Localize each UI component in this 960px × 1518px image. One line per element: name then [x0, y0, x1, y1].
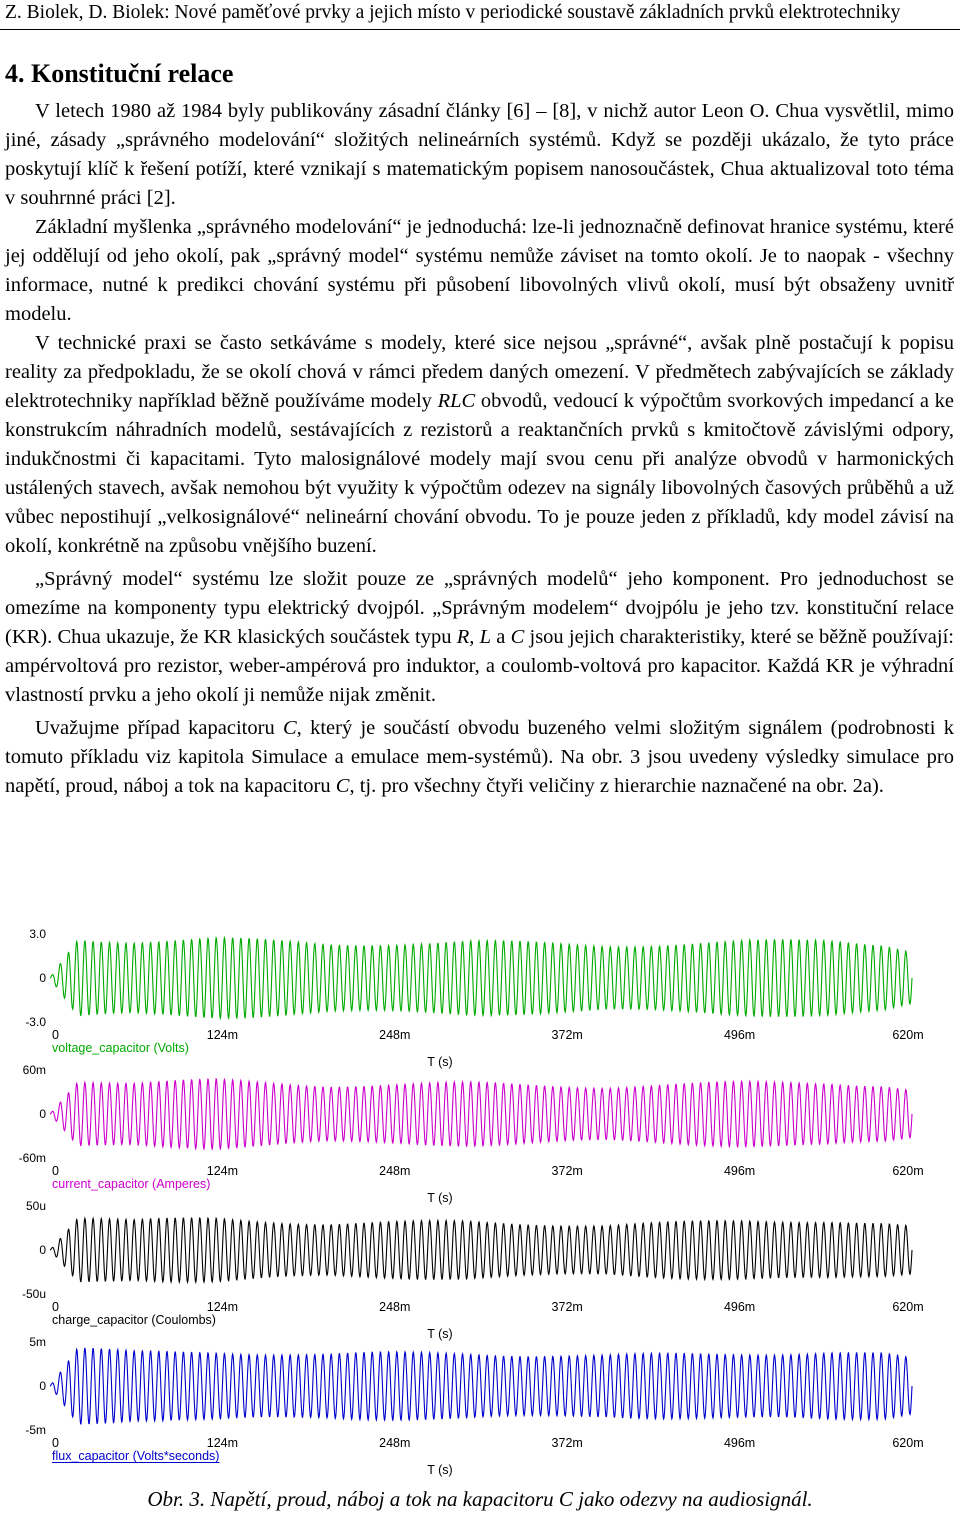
y-tick-label: 0	[39, 1379, 46, 1393]
x-tick-label: 248m	[379, 1164, 411, 1178]
x-tick-label: 0	[52, 1028, 59, 1042]
x-axis-label: T (s)	[427, 1327, 453, 1341]
series-line	[50, 938, 912, 1019]
text-run: „Správný model“ systému lze složit pouze ze „správných modelů“ jeho komponent. Pro jednoduchost se omezíme na komponenty typu elektrický dvojpól. „Správným modelem“ dvojpólu je jeho tzv. konstituční relace (KR). Chua ukazuje, že KR klasických součástek typu	[5, 568, 954, 648]
italic-symbol: C	[335, 775, 350, 797]
y-tick-label: 60m	[22, 1063, 46, 1077]
x-tick-label: 0	[52, 1436, 59, 1450]
header-rule	[0, 29, 960, 30]
x-tick-label: 620m	[892, 1028, 924, 1042]
section-title: 4. Konstituční relace	[5, 59, 234, 88]
x-tick-label: 496m	[723, 1164, 756, 1178]
x-tick-label: 620m	[892, 1164, 924, 1178]
x-axis-label: T (s)	[427, 1463, 453, 1477]
text-run: Uvažujme případ kapacitoru	[35, 717, 283, 739]
x-tick-label: 620m	[892, 1300, 924, 1314]
italic-symbol: RLC	[437, 390, 476, 412]
x-tick-label: 372m	[551, 1164, 583, 1178]
text-run: a	[491, 626, 511, 648]
italic-symbol: R	[456, 626, 470, 648]
italic-symbol: C	[282, 717, 297, 739]
x-tick-label: 0	[52, 1300, 59, 1314]
series-line	[50, 1079, 912, 1149]
x-tick-label: 496m	[723, 1300, 756, 1314]
y-tick-label: -50u	[21, 1287, 46, 1301]
legend-label: voltage_capacitor (Volts)	[52, 1041, 189, 1055]
y-tick-label: 0	[39, 1243, 46, 1257]
x-tick-label: 620m	[892, 1436, 924, 1450]
paragraph-5	[5, 714, 954, 801]
y-tick-label: -3.0	[25, 1015, 46, 1029]
y-tick-label: 50u	[25, 1199, 46, 1213]
x-tick-label: 124m	[206, 1300, 239, 1314]
paragraph-1	[5, 97, 954, 213]
y-tick-label: 0	[39, 971, 46, 985]
text-run: jsou jejich charakteristiky, které se běžně používají: ampérvoltová pro rezistor, weber-ampérová pro induktor, a coulomb-voltová pro kapacitor. Každá KR je výhradní vlastností prvku a jeho okolí ji nemůže nijak změnit.	[5, 626, 954, 706]
text-run: , který je součástí obvodu buzeného velmi složitým signálem (podrobnosti k tomuto příkladu viz kapitola Simulace a emulace mem-systémů). Na obr. 3 jsou uvedeny výsledky simulace pro napětí, proud, náboj a tok na kapacitoru	[5, 717, 954, 797]
figure-chart	[0, 920, 960, 1480]
text-run: , tj. pro všechny čtyři veličiny z hierarchie naznačené na obr. 2a).	[349, 775, 884, 797]
x-tick-label: 496m	[723, 1028, 756, 1042]
paragraph-2	[5, 213, 954, 329]
body-text	[5, 97, 954, 801]
paragraph-4	[5, 565, 954, 710]
series-line	[50, 1348, 912, 1424]
figure-caption: Obr. 3. Napětí, proud, náboj a tok na kapacitoru C jako odezvy na audiosignál.	[147, 1487, 813, 1511]
x-tick-label: 248m	[379, 1436, 411, 1450]
running-header: Z. Biolek, D. Biolek: Nové paměťové prvky a jejich místo v periodické soustavě základních prvků elektrotechniky	[5, 2, 901, 23]
x-axis-label: T (s)	[427, 1055, 453, 1069]
y-tick-label: 3.0	[29, 927, 46, 941]
legend-label: current_capacitor (Amperes)	[52, 1177, 211, 1191]
italic-symbol: C	[510, 626, 525, 648]
x-tick-label: 124m	[206, 1164, 239, 1178]
y-tick-label: 0	[39, 1107, 46, 1121]
legend-label: flux_capacitor (Volts*seconds)	[52, 1449, 220, 1463]
x-axis-label: T (s)	[427, 1191, 453, 1205]
y-tick-label: -60m	[18, 1151, 46, 1165]
paragraph-3	[5, 329, 954, 561]
x-tick-label: 372m	[551, 1300, 583, 1314]
x-tick-label: 372m	[551, 1436, 583, 1450]
text-run: obvodů, vedoucí k výpočtům svorkových impedancí a ke konstrukcím náhradních modelů, sestávajících z rezistorů a reaktančních prvků s kmitočtově závislými odpory, indukčnostmi či kapacitami. Tyto malosignálové modely mají svou cenu při analýze obvodů v harmonických ustálených stavech, avšak nemohou být využity k výpočtům odezev na signály libovolných časových průběhů a už vůbec nepostihují „velkosignálové“ nelineární chování obvodu. To je pouze jeden z příkladů, kdy model závisí na okolí, konkrétně na způsobu vnějšího buzení.	[5, 390, 954, 557]
text-run: V technické praxi se často setkáváme s modely, které sice nejsou „správné“, avšak plně postačují k popisu reality za předpokladu, že se okolí chová v rámci předem daných omezení. V předmětech zabývajících se základy elektrotechniky například běžně používáme modely	[5, 332, 954, 412]
x-tick-label: 248m	[379, 1028, 411, 1042]
italic-symbol: L	[479, 626, 492, 648]
x-tick-label: 124m	[206, 1436, 239, 1450]
legend-label: charge_capacitor (Coulombs)	[52, 1313, 216, 1327]
text-run: Základní myšlenka „správného modelování“ je jednoduchá: lze-li jednoznačně definovat hranice systému, které jej oddělují od jeho okolí, pak „správný model“ systému nemůže záviset na tomto okolí. Je to naopak - všechny informace, nutné k predikci chování systému při působení libovolných vlivů okolí, musí být obsaženy uvnitř modelu.	[5, 216, 954, 325]
x-tick-label: 0	[52, 1164, 59, 1178]
y-tick-label: 5m	[29, 1335, 46, 1349]
series-line	[50, 1218, 912, 1282]
x-tick-label: 496m	[723, 1436, 756, 1450]
x-tick-label: 372m	[551, 1028, 583, 1042]
x-tick-label: 248m	[379, 1300, 411, 1314]
y-tick-label: -5m	[25, 1423, 46, 1437]
text-run: V letech 1980 až 1984 byly publikovány zásadní články [6] – [8], v nichž autor Leon O. Chua vysvětlil, mimo jiné, zásady „správného modelování“ složitých nelineárních systémů. Když se později ukázalo, že tyto práce poskytují klíč k řešení potíží, které vznikají s matematickým popisem nanosoučástek, Chua aktualizoval toto téma v souhrnné práci [2].	[5, 100, 954, 209]
x-tick-label: 124m	[206, 1028, 239, 1042]
text-run: ,	[469, 626, 480, 648]
